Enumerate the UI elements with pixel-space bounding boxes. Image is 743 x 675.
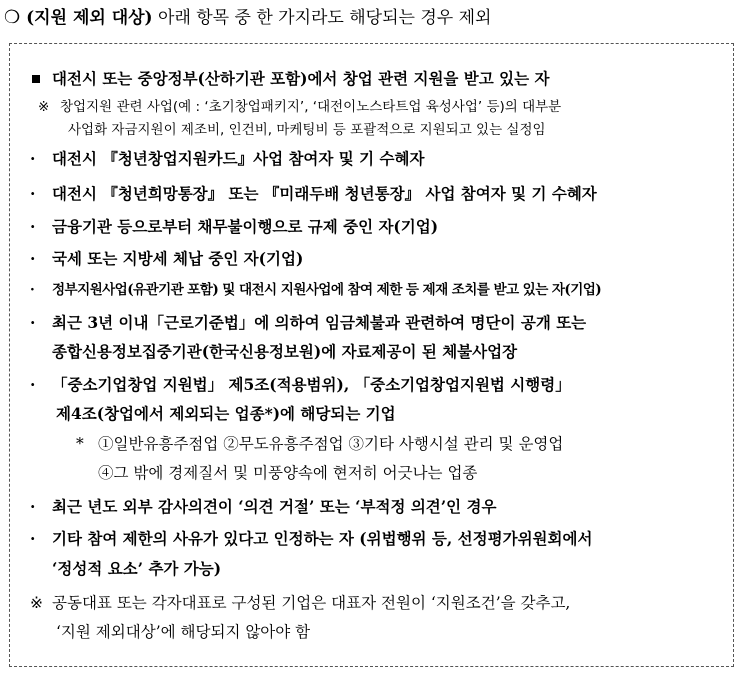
list-item-text: 국세 또는 지방세 체납 중인 자(기업) [52, 249, 304, 268]
dot-bullet-icon: · [30, 249, 36, 268]
dot-bullet-icon: · [30, 184, 36, 203]
dot-bullet-icon: · [30, 282, 35, 298]
dot-bullet-icon: · [30, 149, 36, 168]
list-item-note [38, 96, 561, 118]
list-item-text: 창업지원 관련 사업(예 : ‘초기창업패키지’, ‘대전이노스타트업 육성사업’ 등)의 대부분 [60, 99, 562, 115]
list-item [30, 372, 571, 398]
heading-text: 아래 항목 중 한 가지라도 해당되는 경우 제외 [158, 8, 492, 28]
list-item-note-continued [56, 619, 310, 645]
list-item-note-continued [68, 119, 546, 141]
list-item-text: 대전시 『청년창업지원카드』사업 참여자 및 기 수혜자 [52, 149, 425, 168]
section-heading [4, 6, 739, 30]
list-item [30, 214, 438, 240]
list-item-text: 최근 년도 외부 감사의견이 ‘의견 거절’ 또는 ‘부적정 의견’인 경우 [52, 497, 497, 516]
list-item-text: 대전시 또는 중앙정부(산하기관 포함)에서 창업 관련 지원을 받고 있는 자 [52, 69, 550, 88]
list-item-text: ④그 밖에 경제질서 및 미풍양속에 현저히 어긋나는 업종 [98, 464, 478, 482]
list-item-text: ①일반유흥주점업 ②무도유흥주점업 ③기타 사행시설 관리 및 운영업 [98, 435, 564, 453]
asterisk-mark-icon: * [76, 435, 84, 453]
exclusion-criteria-box [9, 43, 734, 667]
list-item-text: 「중소기업창업 지원법」 제5조(적용범위), 「중소기업창업지원법 시행령」 [52, 375, 571, 394]
list-item-continued [52, 556, 221, 582]
square-bullet-icon [32, 75, 40, 83]
list-item-text: 사업화 자금지원이 제조비, 인건비, 마케팅비 등 포괄적으로 지원되고 있는 실정임 [68, 122, 546, 138]
list-item-text: 공동대표 또는 각자대표로 구성된 기업은 대표자 전원이 ‘지원조건’을 갖추고, [52, 594, 571, 612]
list-item-footnote-continued [98, 460, 477, 486]
list-item [30, 277, 601, 303]
heading-bold-label: (지원 제외 대상) [26, 8, 153, 28]
list-item [30, 181, 597, 207]
list-item-text: 제4조(창업에서 제외되는 업종*)에 해당되는 기업 [56, 404, 396, 423]
list-item-text: 금융기관 등으로부터 채무불이행으로 규제 중인 자(기업) [52, 217, 439, 236]
list-item [30, 310, 586, 336]
list-item-text: 대전시 『청년희망통장』 또는 『미래두배 청년통장』 사업 참여자 및 기 수혜자 [52, 184, 597, 203]
list-item-text: 정부지원사업(유관기관 포함) 및 대전시 지원사업에 참여 제한 등 제재 조치를 받고 있는 자(기업) [52, 282, 602, 298]
list-item [26, 66, 549, 92]
list-item [30, 146, 424, 172]
dot-bullet-icon: · [30, 497, 36, 516]
list-item [30, 246, 303, 272]
reference-mark-icon: ※ [30, 594, 43, 612]
list-item-continued [52, 339, 517, 365]
dot-bullet-icon: · [30, 313, 36, 332]
dot-bullet-icon: · [30, 217, 36, 236]
dot-bullet-icon: · [30, 375, 36, 394]
list-item-text: 종합신용정보집중기관(한국신용정보원)에 자료제공이 된 체불사업장 [52, 342, 518, 361]
list-item-footnote [76, 431, 563, 457]
list-item [30, 526, 592, 552]
reference-mark-icon: ※ [38, 99, 50, 115]
dot-bullet-icon: · [30, 529, 36, 548]
list-item-note [30, 590, 570, 616]
list-item-text: ‘정성적 요소’ 추가 가능) [52, 559, 222, 578]
list-item-text: 기타 참여 제한의 사유가 있다고 인정하는 자 (위법행위 등, 선정평가위원회에서 [52, 529, 593, 548]
list-item [30, 494, 496, 520]
circle-bullet-icon: ❍ [4, 7, 21, 28]
list-item-continued [56, 401, 396, 427]
list-item-text: ‘지원 제외대상’에 해당되지 않아야 함 [56, 623, 311, 641]
list-item-text: 최근 3년 이내「근로기준법」에 의하여 임금체불과 관련하여 명단이 공개 또는 [52, 313, 587, 332]
